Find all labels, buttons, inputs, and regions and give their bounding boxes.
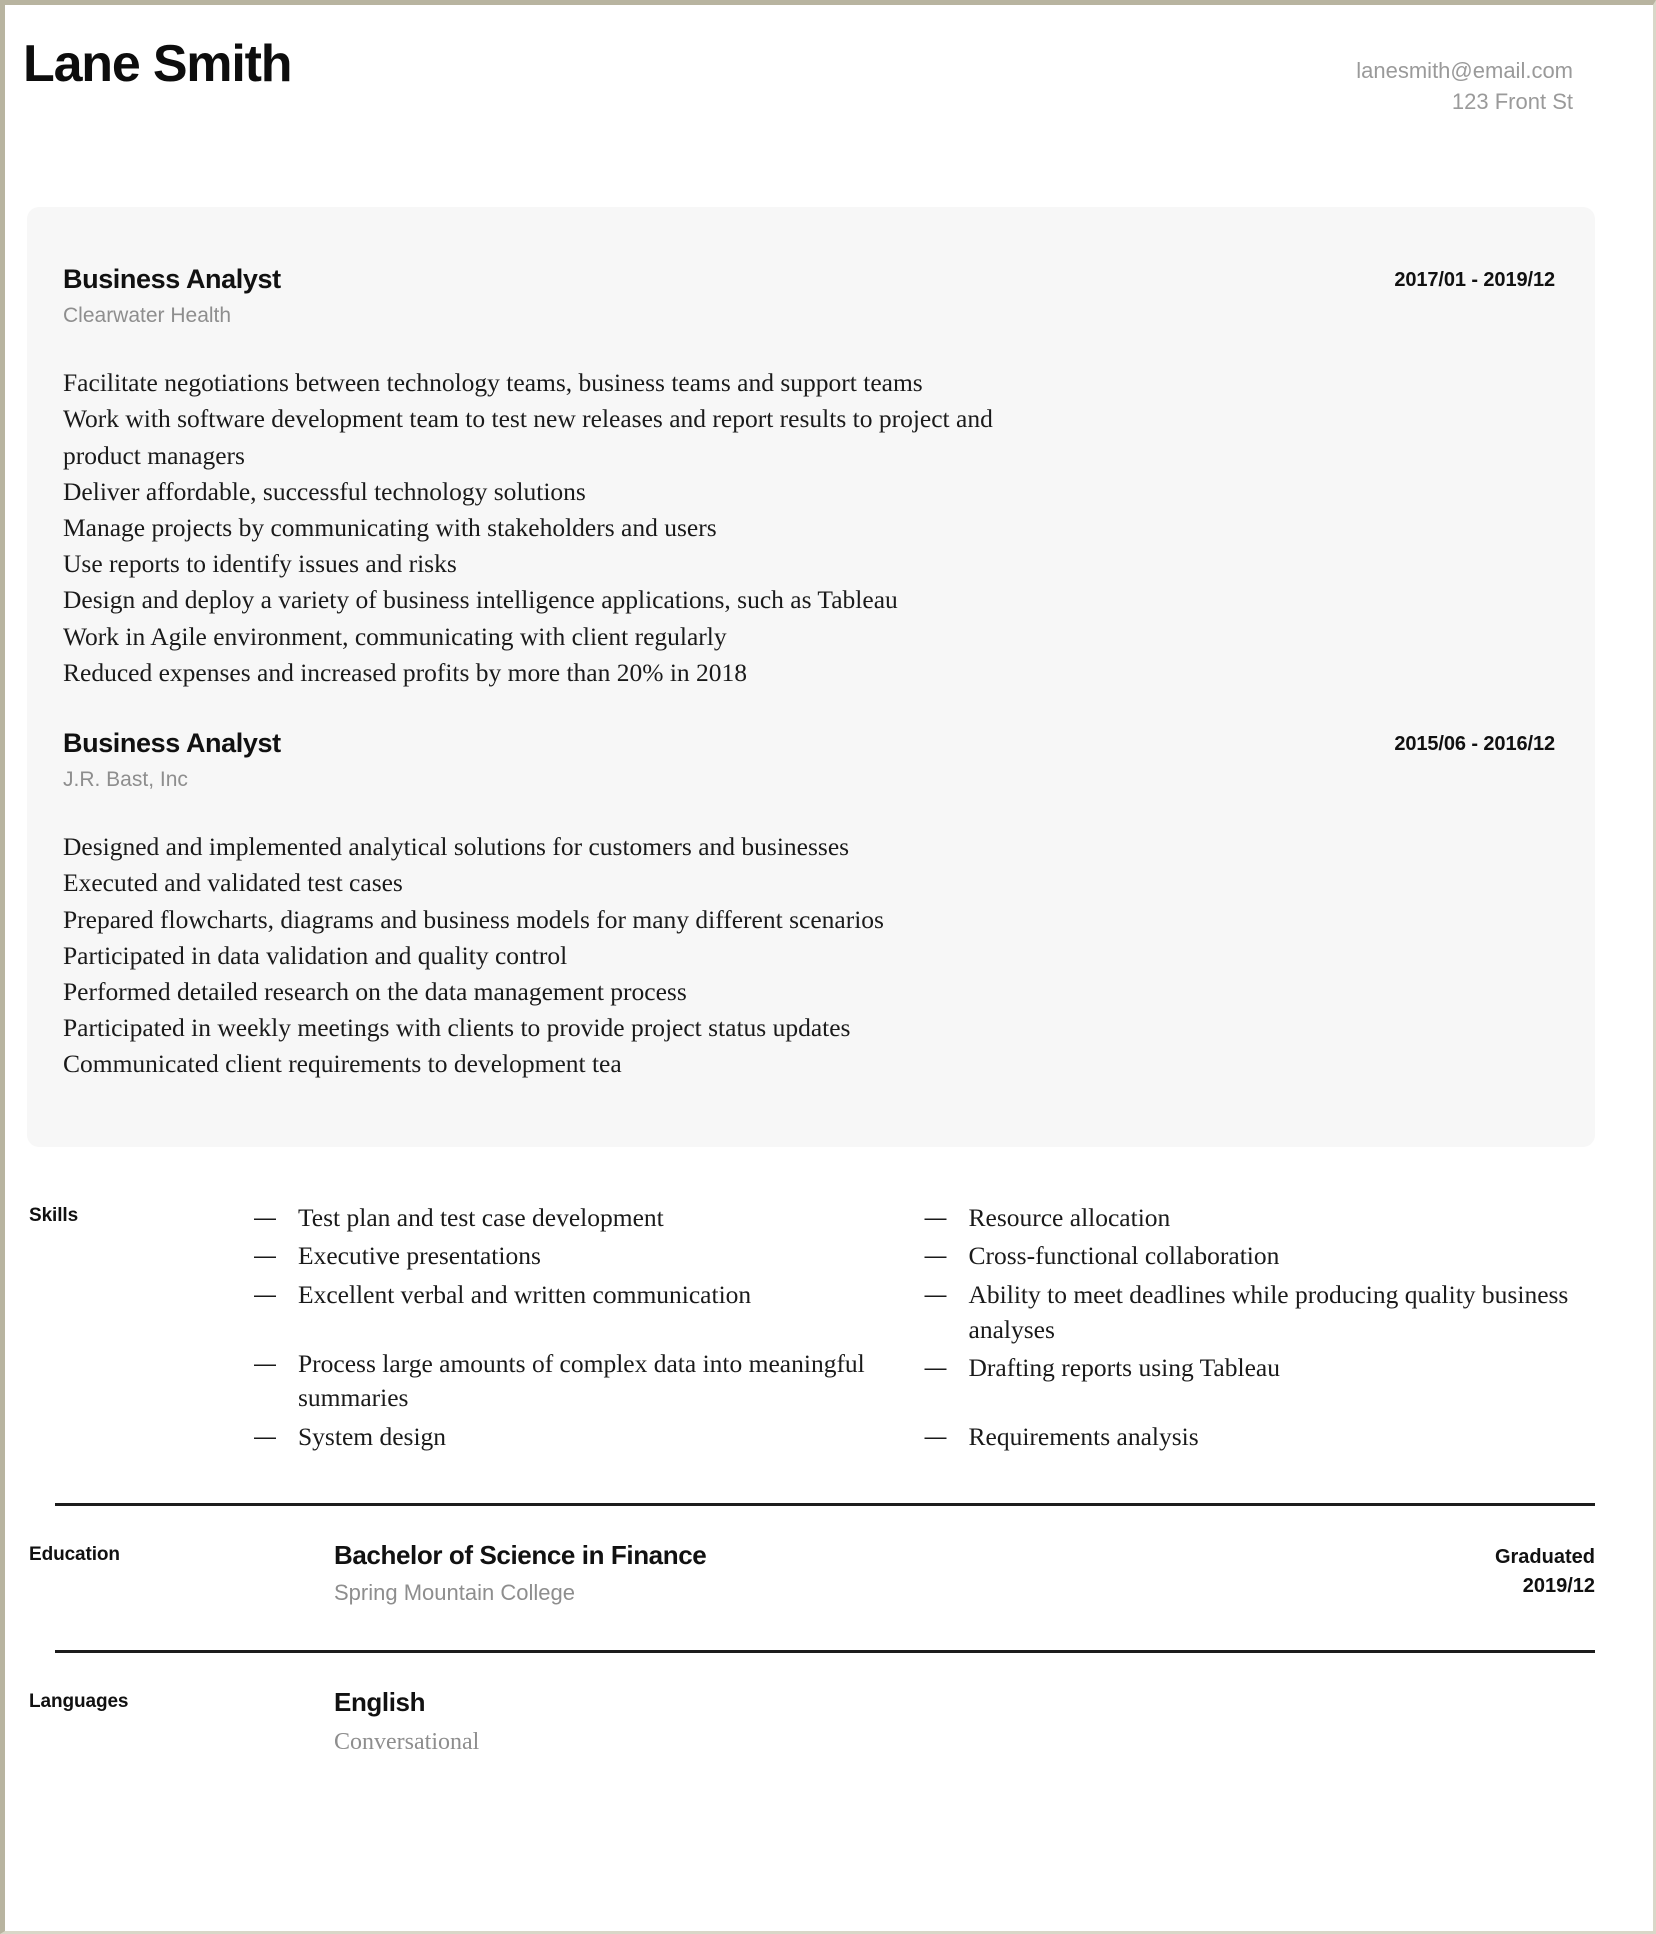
experience-item-header [63, 263, 1555, 329]
resume-header [5, 5, 1613, 167]
skills-column-left [254, 1201, 925, 1459]
job-description-line: Designed and implemented analytical solutions for customers and businesses [63, 832, 850, 862]
languages-details [254, 1687, 1595, 1756]
education-section [5, 1506, 1613, 1607]
skill-text: Requirements analysis [968, 1421, 1199, 1451]
skills-group [925, 1420, 1596, 1455]
skills-label: Skills [29, 1204, 79, 1226]
languages-section [5, 1653, 1613, 1756]
skill-text: Cross-functional collaboration [968, 1241, 1280, 1271]
education-details [254, 1540, 1495, 1607]
dash-icon: — [924, 1355, 947, 1381]
education-school: Spring Mountain College [334, 1579, 575, 1605]
skill-text: Resource allocation [968, 1202, 1171, 1232]
job-dates: 2015/06 - 2016/12 [1394, 733, 1555, 756]
job-description-line: Facilitate negotiations between technology teams, business teams and support teams [63, 368, 923, 398]
skills-section [5, 1147, 1613, 1459]
skill-text: Excellent verbal and written communication [298, 1279, 752, 1309]
job-description-line: Work in Agile environment, communicating with client regularly [63, 621, 727, 651]
dash-icon: — [924, 1204, 947, 1230]
skills-group [254, 1347, 895, 1455]
skill-item [254, 1347, 895, 1416]
skill-item [254, 1278, 895, 1313]
education-label: Education [29, 1543, 120, 1565]
contact-block [1356, 37, 1573, 117]
experience-item-titleblock [63, 727, 281, 793]
job-company: Clearwater Health [63, 303, 232, 327]
job-company: J.R. Bast, Inc [63, 767, 188, 791]
job-description-line: Performed detailed research on the data management process [63, 977, 687, 1007]
dash-icon: — [254, 1204, 276, 1230]
skill-text: Drafting reports using Tableau [968, 1353, 1280, 1383]
skill-text: Process large amounts of complex data into meaningful summaries [298, 1348, 865, 1413]
job-description-line: Communicated client requirements to development tea [63, 1049, 622, 1079]
job-title: Business Analyst [63, 264, 281, 294]
job-description [63, 829, 1073, 1082]
dash-icon: — [254, 1423, 276, 1449]
dash-icon: — [254, 1243, 276, 1269]
job-description-line: Executed and validated test cases [63, 868, 403, 898]
job-title: Business Analyst [63, 728, 281, 759]
skills-column-right [925, 1201, 1596, 1459]
language-level: Conversational [334, 1728, 480, 1755]
skill-text: Test plan and test case development [298, 1202, 664, 1232]
job-dates: 2017/01 - 2019/12 [1394, 269, 1555, 291]
skill-item [254, 1239, 895, 1274]
job-description-line: Design and deploy a variety of business intelligence applications, such as Tableau [63, 585, 898, 615]
job-description-line: Use reports to identify issues and risks [63, 549, 457, 579]
dash-icon: — [254, 1281, 276, 1307]
experience-card [27, 207, 1595, 1147]
skill-item [254, 1201, 895, 1236]
skill-item [925, 1278, 1596, 1347]
skills-columns [254, 1201, 1595, 1459]
skill-text: Executive presentations [298, 1241, 541, 1271]
job-description-line: Prepared flowcharts, diagrams and business models for many different scenarios [63, 904, 884, 934]
skill-item [925, 1351, 1596, 1386]
skill-item [925, 1239, 1596, 1274]
resume-inner [5, 5, 1653, 1931]
languages-label: Languages [29, 1691, 129, 1713]
experience-item-header [63, 727, 1555, 793]
skill-item [925, 1420, 1596, 1455]
contact-address: 123 Front St [1451, 89, 1573, 115]
experience-item [63, 263, 1555, 691]
job-description-line: Participated in data validation and quality control [63, 940, 568, 970]
education-degree: Bachelor of Science in Finance [334, 1539, 707, 1570]
experience-item [63, 727, 1555, 1083]
education-date: 2019/12 [1522, 1574, 1595, 1597]
dash-icon: — [924, 1243, 947, 1269]
dash-icon: — [924, 1423, 947, 1449]
language-name: English [334, 1687, 426, 1718]
education-status: Graduated [1494, 1545, 1595, 1568]
skills-group [254, 1201, 895, 1313]
contact-email[interactable]: lanesmith@email.com [1356, 58, 1573, 83]
education-status-block [1495, 1540, 1595, 1601]
dash-icon: — [254, 1350, 276, 1376]
job-description-line: Manage projects by communicating with stakeholders and users [63, 513, 717, 542]
dash-icon: — [924, 1281, 947, 1307]
skills-group [925, 1201, 1596, 1386]
job-description [63, 365, 1073, 691]
candidate-name: Lane Smith [23, 35, 292, 93]
experience-item-titleblock [63, 263, 281, 329]
skill-text: System design [298, 1421, 447, 1451]
job-description-line: Work with software development team to test new releases and report results to project and product managers [63, 404, 993, 470]
job-description-line: Reduced expenses and increased profits by more than 20% in 2018 [63, 657, 748, 687]
job-description-line: Participated in weekly meetings with clients to provide project status updates [63, 1013, 851, 1043]
skill-item [925, 1201, 1596, 1236]
skill-text: Ability to meet deadlines while producing quality business analyses [968, 1279, 1569, 1344]
skill-item [254, 1420, 895, 1455]
job-description-line: Deliver affordable, successful technology solutions [63, 476, 586, 506]
